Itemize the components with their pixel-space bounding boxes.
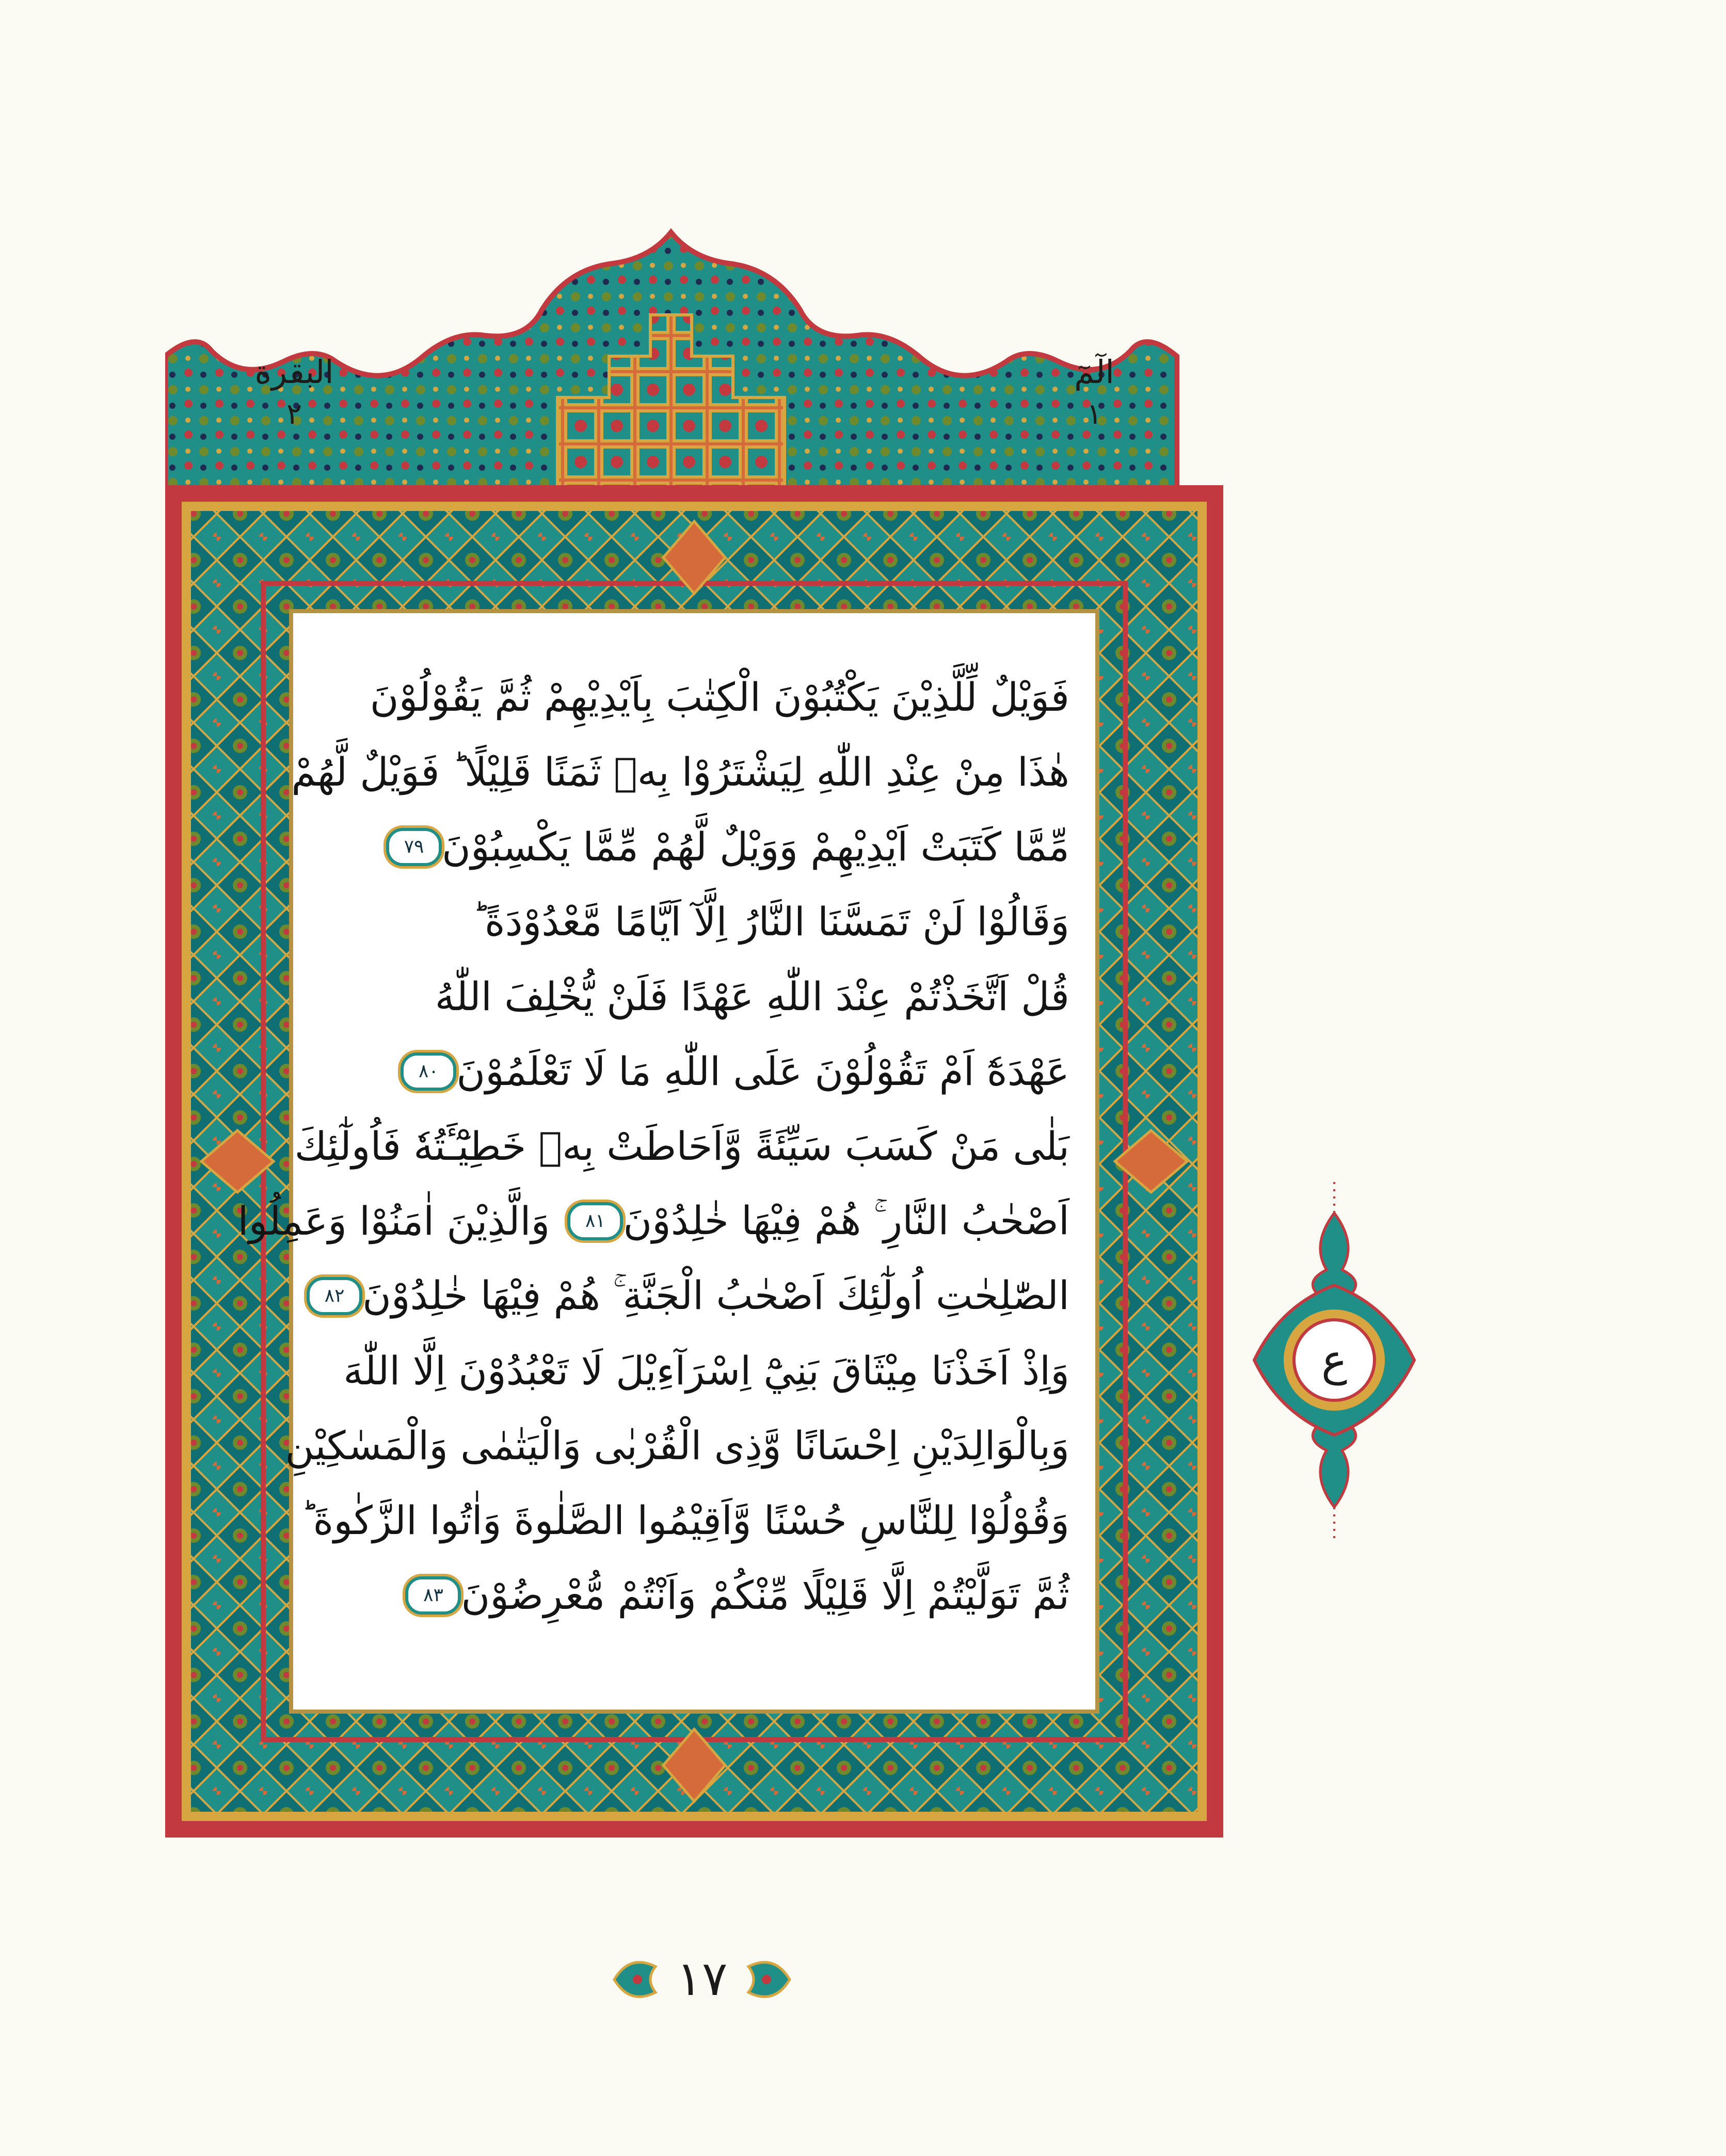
ruku-marker: ع: [1321, 1335, 1348, 1385]
verse-line-text: الصّٰلِحٰتِ اُولٰٓئِكَ اَصْحٰبُ الْجَنَّةِ ۚ هُمْ فِيْهَا خٰلِدُوْنَ: [362, 1272, 1069, 1318]
ayah-number-marker: ٨٢: [307, 1277, 362, 1315]
verse-line-text-continued: وَالَّذِيْنَ اٰمَنُوْا وَعَمِلُوا: [237, 1198, 550, 1244]
verse-line-text: قُلْ اَتَّخَذْتُمْ عِنْدَ اللّٰهِ عَهْدًا فَلَنْ يُّخْلِفَ اللّٰهُ: [435, 973, 1069, 1019]
surah-number: ٢: [286, 397, 302, 431]
verse-line: [319, 1558, 1069, 1633]
verse-line-content: [319, 1048, 1069, 1094]
verse-line-text: فَوَيْلٌ لِّلَّذِيْنَ يَكْتُبُوْنَ الْكِتٰبَ بِاَيْدِيْهِمْ ثُمَّ يَقُوْلُوْنَ: [370, 674, 1069, 720]
verse-line: [319, 884, 1069, 959]
verse-line: [319, 1333, 1069, 1408]
verse-line: [319, 809, 1069, 884]
verse-line-text: وَقُوْلُوْا لِلنَّاسِ حُسْنًا وَّاَقِيْمُوا الصَّلٰوةَ وَاٰتُوا الزَّكٰوةَ ؕ: [300, 1497, 1069, 1543]
verse-line-text: وَبِالْوَالِدَيْنِ اِحْسَانًا وَّذِى الْقُرْبٰى وَالْيَتٰمٰى وَالْمَسٰكِيْنِ: [285, 1423, 1069, 1468]
verse-line-text: وَقَالُوْا لَنْ تَمَسَّنَا النَّارُ اِلَّآ اَيَّامًا مَّعْدُوْدَةً ؕ: [472, 899, 1069, 945]
verse-line-content: [319, 899, 1069, 945]
verse-line: [294, 1109, 1069, 1184]
ayah-number-marker: ٨٣: [405, 1576, 461, 1615]
verse-line-text: هٰذَا مِنْ عِنْدِ اللّٰهِ لِيَشْتَرُوْا بِهٖ ثَمَنًا قَلِيْلًا ؕ فَوَيْلٌ لَّهُمْ: [291, 749, 1069, 795]
verse-line-text: اَصْحٰبُ النَّارِ ۚ هُمْ فِيْهَا خٰلِدُوْنَ: [623, 1197, 1069, 1243]
ayah-number-marker: ٨١: [567, 1202, 623, 1240]
verse-line-text: بَلٰى مَنْ كَسَبَ سَيِّئَةً وَّاَحَاطَتْ بِهٖ خَطِيْٓـَٔتُهٗ فَاُولٰٓئِكَ: [294, 1123, 1069, 1169]
juz-number: ١: [1086, 397, 1102, 431]
ayah-number-marker: ٨٠: [401, 1052, 456, 1091]
verse-line-content: [285, 1423, 1069, 1468]
verse-line-content: [300, 1497, 1069, 1543]
verse-line-content: [319, 674, 1069, 720]
verse-line-text: ثُمَّ تَوَلَّيْتُمْ اِلَّا قَلِيْلًا مِّنْكُمْ وَاَنْتُمْ مُّعْرِضُوْنَ: [461, 1572, 1069, 1618]
quran-text-panel: [237, 609, 1099, 1714]
verse-line-content: [291, 749, 1069, 795]
verse-line: [319, 660, 1069, 734]
verse-line: [319, 1034, 1069, 1109]
verse-line-text: وَاِذْ اَخَذْنَا مِيْثَاقَ بَنِيْٓ اِسْرَآءِيْلَ لَا تَعْبُدُوْنَ اِلَّا اللّٰهَ: [343, 1348, 1069, 1394]
verse-line: [285, 1408, 1069, 1483]
verse-line: [319, 1258, 1069, 1333]
verse-line-content: [319, 824, 1069, 870]
verse-line: [300, 1483, 1069, 1558]
verse-line: [291, 734, 1069, 809]
verse-line: [237, 1184, 1069, 1258]
verse-line-text: مِّمَّا كَتَبَتْ اَيْدِيْهِمْ وَوَيْلٌ لَّهُمْ مِّمَّا يَكْسِبُوْنَ: [442, 824, 1069, 870]
verse-line-content: [319, 1348, 1069, 1394]
juz-name: الٓمٓ: [1074, 353, 1114, 391]
verse-line-content: [294, 1123, 1069, 1169]
verse-line: [319, 959, 1069, 1034]
verse-line-content: [319, 973, 1069, 1019]
verse-lines: [237, 660, 1069, 1633]
illuminated-border-frame: [165, 485, 1223, 1838]
surah-name: البقرة: [254, 353, 334, 391]
verse-line-text: عَهْدَهٗٓ اَمْ تَقُوْلُوْنَ عَلَى اللّٰهِ مَا لَا تَعْلَمُوْنَ: [456, 1048, 1069, 1094]
verse-line-content: [237, 1197, 1069, 1244]
ayah-number-marker: ٧٩: [386, 828, 442, 866]
verse-line-content: [319, 1572, 1069, 1618]
verse-line-content: [319, 1272, 1069, 1319]
page-number: ١٧: [676, 1951, 728, 2006]
